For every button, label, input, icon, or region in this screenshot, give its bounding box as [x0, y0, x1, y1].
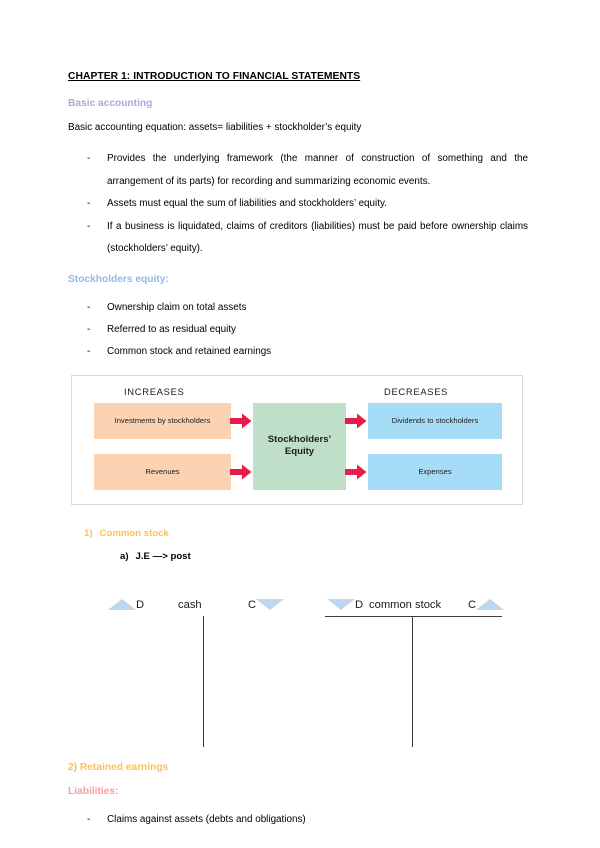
- dash-bullet-icon: -: [87, 153, 91, 164]
- diagram-box-revenues: Revenues: [94, 454, 231, 490]
- stockholders-equity-bullet-list: [68, 297, 530, 363]
- t-account-cash-title: cash: [178, 598, 202, 611]
- t-account-cash-debit-marker: [108, 598, 144, 612]
- t-account-common-stock-horizontal-rule: [325, 616, 502, 617]
- arrow-right-icon: [230, 413, 252, 429]
- basic-accounting-bullet-list: [68, 148, 530, 261]
- ordered-item-number: 1): [84, 527, 93, 539]
- t-account-cash-vertical-rule: [203, 616, 204, 747]
- diagram-label-decreases: DECREASES: [384, 385, 449, 397]
- dash-bullet-icon: -: [87, 345, 91, 357]
- list-item: [68, 341, 530, 363]
- diagram-box-investments: Investments by stockholders: [94, 403, 231, 439]
- list-item-label: Referred to as residual equity: [107, 323, 236, 335]
- dash-bullet-icon: -: [87, 323, 91, 335]
- document-tail-section: [68, 761, 530, 831]
- t-account-common-stock-debit-marker: [327, 598, 363, 612]
- dash-bullet-icon: -: [87, 220, 91, 232]
- ordered-item-common-stock: [84, 527, 530, 541]
- diagram-box-stockholders-equity: [253, 403, 346, 490]
- diagram-box-dividends: Dividends to stockholders: [368, 403, 502, 439]
- t-account-cash-credit-marker: [248, 598, 284, 612]
- t-account-credit-letter: C: [248, 598, 257, 611]
- section-heading-liabilities: Liabilities:: [68, 785, 119, 797]
- list-item-label: Claims against assets (debts and obligations): [107, 813, 306, 825]
- t-account-group: [68, 592, 530, 757]
- t-account-debit-letter: D: [136, 598, 145, 611]
- document-content: [68, 70, 530, 843]
- t-account-common-stock-vertical-rule: [412, 616, 413, 747]
- diagram-center-line-1: Stockholders’: [267, 434, 332, 445]
- ordered-item-label: Common stock: [99, 527, 169, 539]
- arrow-right-icon: [345, 464, 367, 480]
- list-item-label: Provides the underlying framework (the manner of construction of something and the arrangement of its parts) for recording and summarizing economic events.: [107, 153, 528, 187]
- arrow-right-icon: [230, 464, 252, 480]
- dash-bullet-icon: -: [87, 198, 91, 209]
- diagram-center-line-2: Equity: [284, 446, 315, 457]
- accounting-equation-text: Basic accounting equation: assets= liabilities + stockholder’s equity: [68, 122, 362, 133]
- diagram-label-increases: INCREASES: [124, 385, 185, 397]
- section-heading-stockholders-equity: Stockholders equity:: [68, 273, 169, 285]
- triangle-up-icon: [476, 599, 504, 610]
- dash-bullet-icon: -: [87, 301, 91, 313]
- ordered-subitem-label: J.E —> post: [135, 550, 191, 562]
- page-title: CHAPTER 1: INTRODUCTION TO FINANCIAL STATEMENTS: [68, 71, 361, 82]
- triangle-down-icon: [256, 599, 284, 610]
- list-item-label: Common stock and retained earnings: [107, 345, 272, 357]
- triangle-up-icon: [108, 599, 136, 610]
- list-item-label: If a business is liquidated, claims of creditors (liabilities) must be paid before ownership claims (stockholders’ equity).: [107, 220, 528, 254]
- section-heading-basic-accounting: Basic accounting: [68, 98, 153, 109]
- t-account-credit-letter: C: [468, 598, 477, 611]
- list-item: [68, 319, 530, 341]
- list-item: [68, 297, 530, 319]
- list-item: [68, 809, 530, 831]
- list-item: [68, 148, 530, 193]
- list-item-label: Assets must equal the sum of liabilities and stockholders’ equity.: [107, 198, 387, 209]
- list-item: [68, 216, 530, 261]
- t-account-debit-letter: D: [355, 598, 364, 611]
- list-item: [68, 193, 530, 216]
- dash-bullet-icon: -: [87, 813, 91, 825]
- section-heading-retained-earnings: 2) Retained earnings: [68, 761, 169, 773]
- t-account-common-stock-title: common stock: [369, 598, 442, 611]
- stockholders-equity-diagram: [71, 375, 523, 505]
- list-item-label: Ownership claim on total assets: [107, 301, 247, 313]
- triangle-down-icon: [327, 599, 355, 610]
- t-account-common-stock-credit-marker: [468, 598, 504, 612]
- arrow-right-icon: [345, 413, 367, 429]
- liabilities-bullet-list: [68, 809, 530, 831]
- diagram-box-expenses: Expenses: [368, 454, 502, 490]
- ordered-subitem-number: a): [120, 550, 129, 562]
- ordered-subitem-journal-entry: [120, 550, 530, 564]
